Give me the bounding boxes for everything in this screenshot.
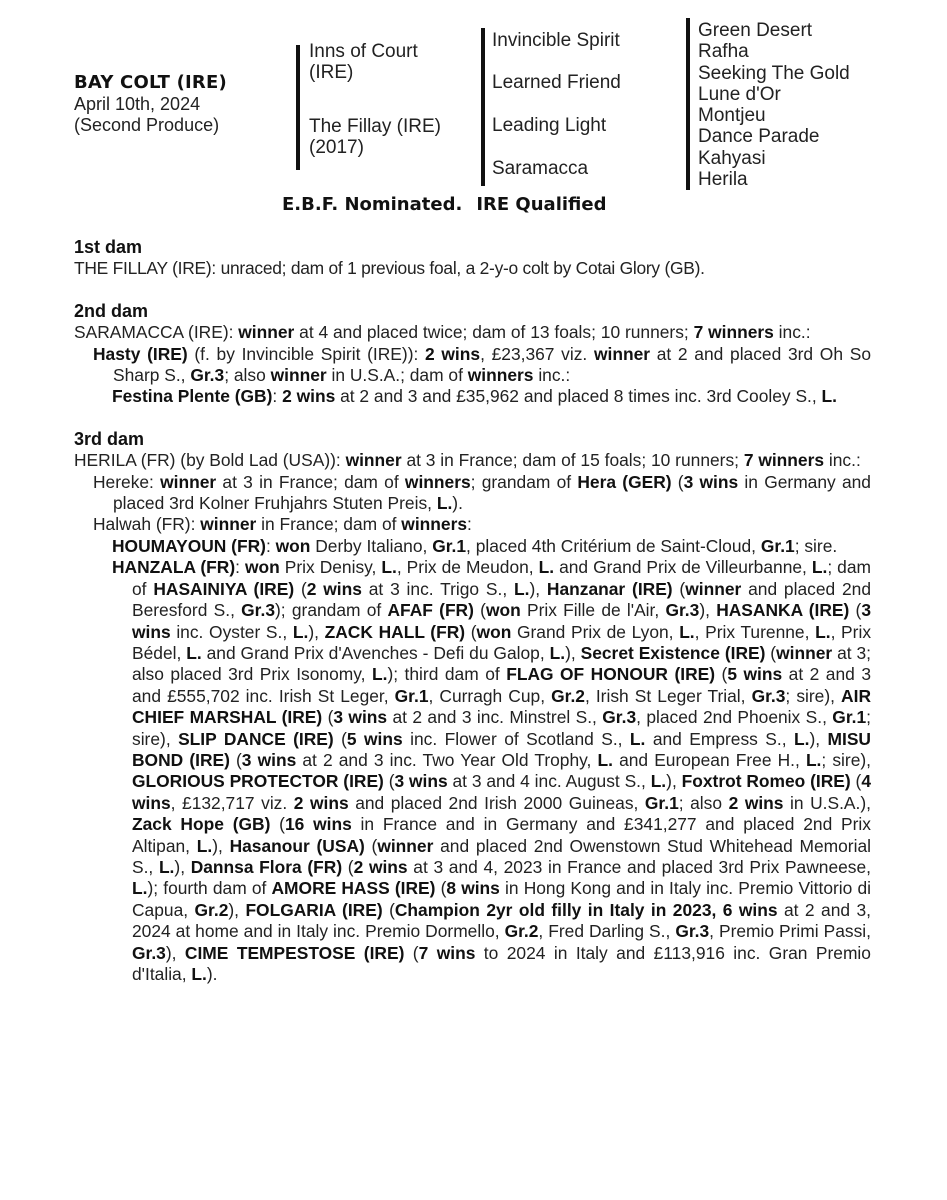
eligibility-badges (282, 194, 606, 215)
subject-block (74, 72, 227, 136)
great-grandparents-column (698, 20, 850, 190)
section-heading: 2nd dam (74, 300, 149, 321)
third-dam-intro: HERILA (FR) (by Bold Lad (USA)): winner at 3 in France; dam of 15 foals; 10 runners; 7 winners inc.: (74, 450, 861, 471)
pedigree-bracket-1 (296, 45, 300, 170)
produce-entry-festina-plente: Festina Plente (GB): 2 wins at 2 and 3 and £35,962 and placed 8 times inc. 3rd Cooley S., L. (112, 386, 838, 407)
pedigree-bracket-2 (481, 28, 485, 186)
produce-entry-hasty: Hasty (IRE) (f. by Invincible Spirit (IRE)): 2 wins, £23,367 viz. winner at 2 and placed 3rd Oh So Sharp S., Gr.3; also winner in U.S.A.; dam of winners inc.: (93, 343, 871, 386)
produce-entry-hanzala: HANZALA (FR): won Prix Denisy, L., Prix de Meudon, L. and Grand Prix de Villeurbanne, L.; dam of HASAINIYA (IRE) (2 wins at 3 inc. Trigo S., L.), Hanzanar (IRE) (winner and placed 2nd Beresford S., Gr.3); grandam of AFAF (FR) (won Prix Fille de l'Air, Gr.3), HASANKA (IRE) (3 wins inc. Oyster S., L.), ZACK HALL (FR) (won Grand Prix de Lyon, L., Prix Turenne, L., Prix Bédel, L. and Grand Prix d'Avenches - Defi du Galop, L.), Secret Existence (IRE) (winner at 3; also placed 3rd Prix Isonomy, L.); third dam of FLAG OF HONOUR (IRE) (5 wins at 2 and 3 and £555,702 inc. Irish St Leger, Gr.1, Curragh Cup, Gr.2, Irish St Leger Trial, Gr.3; sire), AIR CHIEF MARSHAL (IRE) (3 wins at 2 and 3 inc. Minstrel S., Gr.3, placed 2nd Phoenix S., Gr.1; sire), SLIP DANCE (IRE) (5 wins inc. Flower of Scotland S., L. and Empress S., L.), MISU BOND (IRE) (3 wins at 2 and 3 inc. Two Year Old Trophy, L. and European Free H., L.; sire), GLORIOUS PROTECTOR (IRE) (3 wins at 3 and 4 inc. August S., L.), Foxtrot Romeo (IRE) (4 wins, £132,717 viz. 2 wins and placed 2nd Irish 2000 Guineas, Gr.1; also 2 wins in U.S.A.), Zack Hope (GB) (16 wins in France and in Germany and £341,277 and placed 2nd Prix Altipan, L.), Hasanour (USA) (winner and placed 2nd Owenstown Stud Whitehead Memorial S., L.), Dannsa Flora (FR) (2 wins at 3 and 4, 2023 in France and placed 3rd Prix Pawneese, L.); fourth dam of AMORE HASS (IRE) (8 wins in Hong Kong and in Italy inc. Premio Vittorio di Capua, Gr.2), FOLGARIA (IRE) (Champion 2yr old filly in Italy in 2023, 6 wins at 2 and 3, 2024 at home and in Italy inc. Premio Dormello, Gr.2, Fred Darling S., Gr.3, Premio Primi Passi, Gr.3), CIME TEMPESTOSE (IRE) (7 wins to 2024 in Italy and £113,916 inc. Gran Premio d'Italia, L.). (112, 557, 872, 984)
grandparent-1: Invincible Spirit (492, 30, 620, 51)
great-grandparent-5: Montjeu (698, 105, 766, 127)
great-grandparent-4: Lune d'Or (698, 83, 781, 105)
dam-year: (2017) (309, 137, 364, 158)
foaling-date: April 10th, 2024 (74, 94, 201, 114)
subject-name: BAY COLT (IRE) (74, 72, 227, 93)
produce-entry-halwah: Halwah (FR): winner in France; dam of winners: (93, 514, 472, 535)
grandparent-4: Saramacca (492, 158, 589, 179)
produce-record (74, 237, 871, 985)
produce-note: (Second Produce) (74, 115, 220, 135)
first-dam-section (74, 237, 871, 280)
ebf-badge: E.B.F. Nominated. (282, 194, 463, 215)
great-grandparent-1: Green Desert (698, 20, 813, 41)
second-dam-section (74, 301, 871, 408)
dam-name: The Fillay (IRE) (309, 116, 441, 137)
section-heading: 3rd dam (74, 428, 145, 449)
produce-entry-houmayoun: HOUMAYOUN (FR): won Derby Italiano, Gr.1, placed 4th Critérium de Saint-Cloud, Gr.1; sire. (112, 535, 838, 556)
sire-name: Inns of Court (309, 41, 418, 62)
grandparent-3: Leading Light (492, 115, 607, 136)
sire-country: (IRE) (309, 62, 354, 83)
great-grandparent-8: Herila (698, 169, 748, 191)
produce-entry-hereke: Hereke: winner at 3 in France; dam of winners; grandam of Hera (GER) (3 wins in Germany and placed 3rd Kolner Fruhjahrs Stuten Preis, L.). (93, 471, 871, 514)
great-grandparent-7: Kahyasi (698, 147, 766, 169)
ire-badge: IRE Qualified (476, 194, 607, 215)
great-grandparent-6: Dance Parade (698, 126, 820, 148)
grandparent-2: Learned Friend (492, 72, 621, 93)
dam (309, 116, 441, 158)
great-grandparent-3: Seeking The Gold (698, 62, 850, 84)
pedigree-bracket-3 (686, 18, 690, 190)
section-heading: 1st dam (74, 237, 143, 257)
second-dam-intro: SARAMACCA (IRE): winner at 4 and placed twice; dam of 13 foals; 10 runners; 7 winners inc.: (74, 322, 811, 343)
first-dam-text: THE FILLAY (IRE): unraced; dam of 1 previous foal, a 2-y-o colt by Cotai Glory (GB). (74, 258, 705, 279)
great-grandparent-2: Rafha (698, 41, 749, 63)
sire (309, 41, 418, 83)
third-dam-section (74, 429, 871, 986)
